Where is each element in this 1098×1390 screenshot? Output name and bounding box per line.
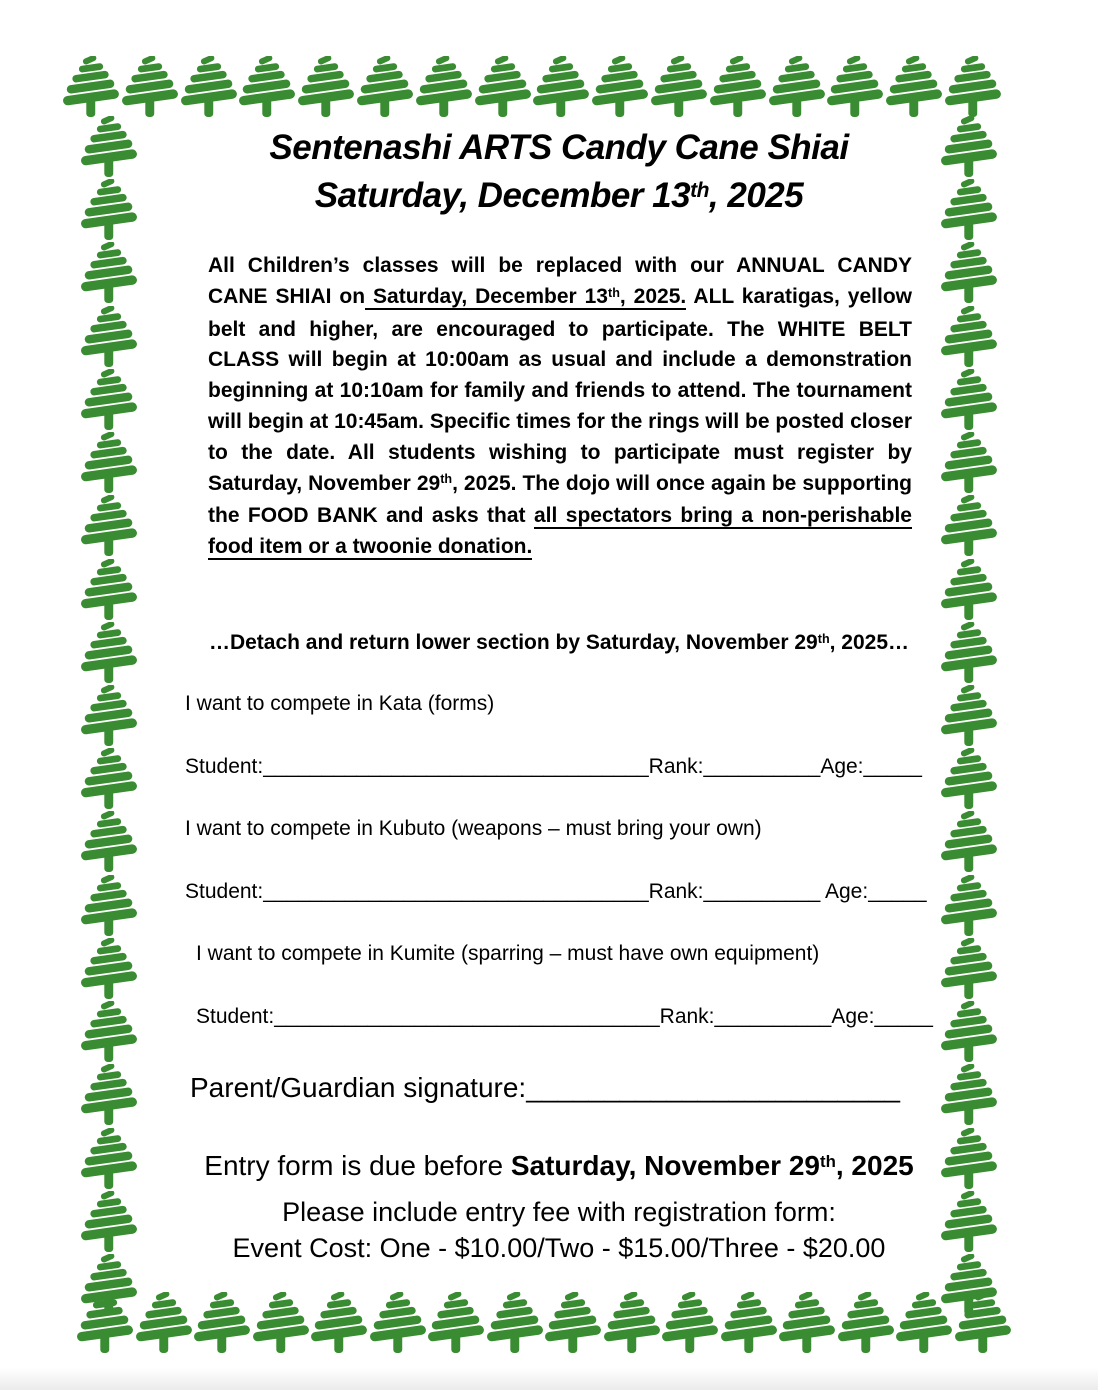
rank-label: Rank: [648, 880, 704, 903]
pine-tree-icon [76, 306, 142, 368]
age-label: Age: [820, 755, 864, 778]
age-blank-line: _____ [863, 755, 922, 778]
student-blank-line: _________________________________ [263, 880, 649, 903]
age-blank-line: _____ [874, 1005, 933, 1028]
pine-tree-icon [826, 56, 884, 118]
pine-tree-icon [936, 1191, 1002, 1253]
pine-tree-icon [427, 1292, 485, 1354]
pine-tree-icon [76, 369, 142, 431]
pine-tree-icon [76, 1064, 142, 1126]
pine-tree-icon [936, 1128, 1002, 1190]
pine-tree-icon [121, 56, 179, 118]
pine-tree-icon [936, 306, 1002, 368]
pine-tree-icon [944, 56, 1002, 118]
event-date-ordinal: th [690, 178, 709, 202]
compete-kubuto-prompt: I want to compete in Kubuto (weapons – must bring your own) [185, 817, 762, 840]
pine-tree-icon [936, 559, 1002, 621]
intro-underlined-request: all spectators bring a non-perishable food item or a twoonie donation. [208, 504, 912, 559]
fee-note-line: Please include entry fee with registration form: [282, 1197, 836, 1227]
intro-text-2: ALL karatigas, yellow belt and higher, are encouraged to participate. The WHITE BELT CLASS will begin at 10:00am as usual and include a demonstration beginning at 10:10am for family and friends to attend. The tournament will begin at 10:45am. Specific times for the rings will be posted closer to the date. All students wishing to participate must register by Saturday, November 29 [208, 284, 912, 495]
pine-tree-icon [936, 242, 1002, 304]
pine-tree-icon [936, 432, 1002, 494]
tree-border-left [76, 116, 142, 1316]
student-label: Student: [185, 880, 264, 903]
pine-tree-icon [76, 179, 142, 241]
student-blank-line: _________________________________ [263, 755, 649, 778]
pine-tree-icon [62, 56, 120, 118]
entry-row-kata [185, 755, 922, 779]
pine-tree-icon [193, 1292, 251, 1354]
entry-row-kumite [196, 1005, 933, 1029]
intro-text-1: All Children’s classes will be replaced with our ANNUAL CANDY CANE SHIAI on [208, 254, 912, 308]
pine-tree-icon [936, 495, 1002, 557]
pine-tree-icon [650, 56, 708, 118]
pine-tree-icon [76, 116, 142, 178]
pine-tree-icon [76, 811, 142, 873]
pine-tree-icon [936, 938, 1002, 1000]
rank-label: Rank: [648, 755, 704, 778]
pine-tree-icon [76, 432, 142, 494]
tree-border-right [936, 116, 1002, 1316]
pine-tree-icon [356, 56, 414, 118]
event-date-title [185, 172, 933, 225]
pine-tree-icon [474, 56, 532, 118]
entry-row-kubuto [185, 880, 927, 904]
pine-tree-icon [238, 56, 296, 118]
pine-tree-icon [936, 116, 1002, 178]
intro-ordinal: th [440, 472, 453, 487]
pine-tree-icon [415, 56, 473, 118]
pine-tree-icon [544, 1292, 602, 1354]
intro-text-3: , 2025. The dojo will once again be supporting the FOOD BANK and asks that [208, 471, 912, 528]
intro-paragraph [208, 251, 912, 563]
pine-tree-icon [76, 242, 142, 304]
pine-tree-icon [76, 875, 142, 937]
pine-tree-icon [76, 559, 142, 621]
age-label: Age: [831, 1005, 875, 1028]
pine-tree-icon [837, 1292, 895, 1354]
pine-tree-icon [936, 1254, 1002, 1316]
event-title: Sentenashi ARTS Candy Cane Shiai [269, 128, 849, 167]
pine-tree-icon [591, 56, 649, 118]
pine-tree-icon [369, 1292, 427, 1354]
pine-tree-icon [76, 748, 142, 810]
pine-tree-icon [76, 1001, 142, 1063]
pine-tree-icon [532, 56, 590, 118]
detach-instruction: …Detach and return lower section by Saturday, November 29th, 2025… [208, 631, 910, 654]
pine-tree-icon [936, 685, 1002, 747]
entry-due-line [185, 1150, 933, 1182]
intro-underlined-date: Saturday, December 13th, 2025. [365, 284, 687, 308]
tree-border-bottom [76, 1292, 1012, 1354]
pine-tree-icon [76, 1128, 142, 1190]
rank-blank-line: __________ [703, 755, 821, 778]
compete-kata-prompt: I want to compete in Kata (forms) [185, 692, 495, 715]
pine-tree-icon [180, 56, 238, 118]
student-label: Student: [196, 1005, 275, 1028]
rank-label: Rank: [659, 1005, 715, 1028]
event-date-pre: Saturday, December 13 [314, 176, 691, 215]
signature-label: Parent/Guardian signature: [190, 1072, 527, 1103]
signature-blank-line: ________________________ [526, 1072, 900, 1103]
event-date-post: , 2025 [708, 176, 804, 215]
rank-blank-line: __________ [703, 880, 821, 903]
pine-tree-icon [76, 685, 142, 747]
pine-tree-icon [486, 1292, 544, 1354]
pine-tree-icon [661, 1292, 719, 1354]
age-label: Age: [820, 880, 869, 903]
pine-tree-icon [135, 1292, 193, 1354]
pine-tree-icon [936, 748, 1002, 810]
signature-row [190, 1072, 900, 1104]
pine-tree-icon [709, 56, 767, 118]
student-label: Student: [185, 755, 264, 778]
event-cost-line: Event Cost: One - $10.00/Two - $15.00/Three - $20.00 [232, 1233, 886, 1263]
pine-tree-icon [936, 369, 1002, 431]
due-date: Saturday, November 29th, 2025 [510, 1150, 914, 1181]
pine-tree-icon [252, 1292, 310, 1354]
pine-tree-icon [76, 495, 142, 557]
pine-tree-icon [76, 1254, 142, 1316]
page-bottom-edge [0, 1368, 1098, 1390]
rank-blank-line: __________ [714, 1005, 832, 1028]
pine-tree-icon [76, 622, 142, 684]
pine-tree-icon [936, 179, 1002, 241]
pine-tree-icon [778, 1292, 836, 1354]
pine-tree-icon [310, 1292, 368, 1354]
pine-tree-icon [936, 1001, 1002, 1063]
pine-tree-icon [720, 1292, 778, 1354]
pine-tree-icon [76, 1191, 142, 1253]
tree-border-top [62, 56, 1002, 118]
pine-tree-icon [936, 811, 1002, 873]
compete-kumite-prompt: I want to compete in Kumite (sparring – must have own equipment) [196, 942, 820, 965]
pine-tree-icon [936, 622, 1002, 684]
pine-tree-icon [76, 938, 142, 1000]
due-text: Entry form is due before [204, 1150, 511, 1181]
pine-tree-icon [885, 56, 943, 118]
pine-tree-icon [768, 56, 826, 118]
pine-tree-icon [297, 56, 355, 118]
age-blank-line: _____ [868, 880, 927, 903]
pine-tree-icon [603, 1292, 661, 1354]
pine-tree-icon [936, 875, 1002, 937]
pine-tree-icon [936, 1064, 1002, 1126]
student-blank-line: _________________________________ [274, 1005, 660, 1028]
